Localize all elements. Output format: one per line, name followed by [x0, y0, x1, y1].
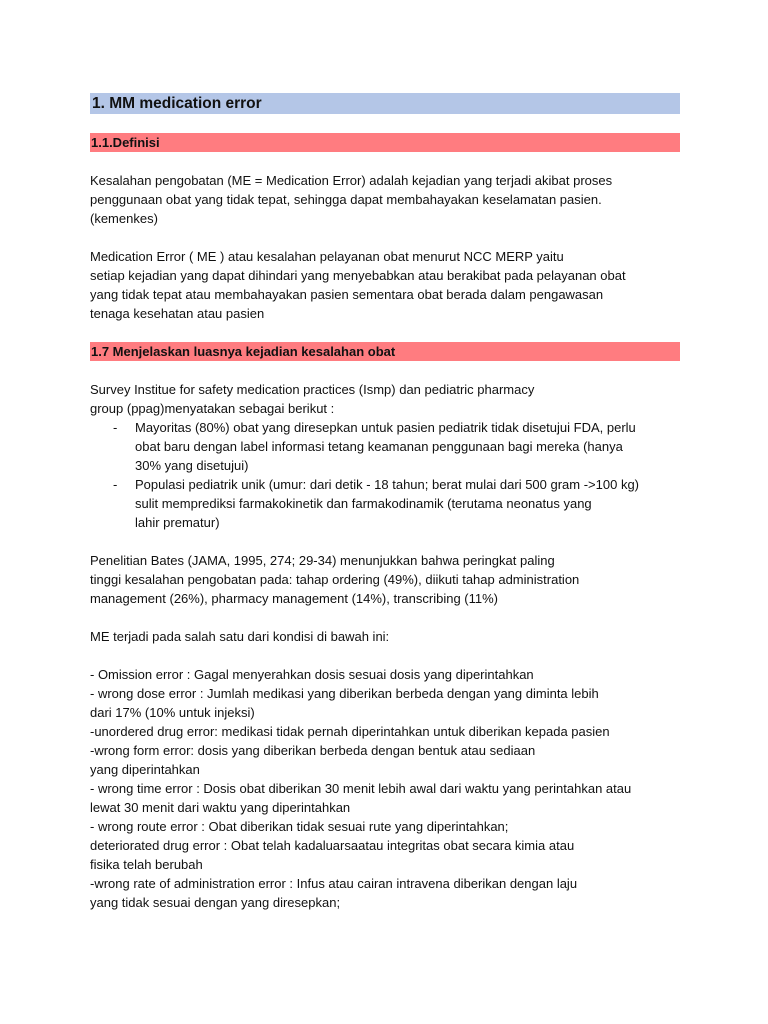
text-line: Populasi pediatrik unik (umur: dari detik - 18 tahun; berat mulai dari 500 gram ->100 kg): [135, 477, 640, 492]
spacer: [90, 228, 680, 247]
text-line: - wrong dose error : Jumlah medikasi yang diberikan berbeda dengan yang diminta lebih: [90, 686, 599, 701]
text-line: penggunaan obat yang tidak tepat, sehingga dapat membahayakan keselamatan pasien.: [90, 192, 602, 207]
spacer: [90, 361, 680, 380]
text-line: dari 17% (10% untuk injeksi): [90, 705, 255, 720]
paragraph-definition-ncc-merp: [90, 247, 680, 323]
heading-luasnya-kejadian: 1.7 Menjelaskan luasnya kejadian kesalahan obat: [90, 342, 680, 361]
text-line: (kemenkes): [90, 211, 158, 226]
text-line: lahir prematur): [135, 515, 220, 530]
text-line: fisika telah berubah: [90, 857, 203, 872]
bullet-list: [90, 418, 680, 532]
text-line: Penelitian Bates (JAMA, 1995, 274; 29-34) menunjukkan bahwa peringkat paling: [90, 553, 555, 568]
heading-definisi: 1.1.Definisi: [90, 133, 680, 152]
list-item: [90, 475, 680, 532]
text-line: -wrong form error: dosis yang diberikan berbeda dengan bentuk atau sediaan: [90, 743, 536, 758]
text-line: tinggi kesalahan pengobatan pada: tahap ordering (49%), diikuti tahap administration: [90, 572, 580, 587]
paragraph-conditions-intro: [90, 627, 680, 646]
text-line: Mayoritas (80%) obat yang diresepkan untuk pasien pediatrik tidak disetujui FDA, perlu: [135, 420, 636, 435]
text-line: setiap kejadian yang dapat dihindari yang menyebabkan atau berakibat pada pelayanan obat: [90, 268, 626, 283]
list-item: [90, 418, 680, 475]
spacer: [90, 152, 680, 171]
spacer: [90, 646, 680, 665]
text-line: ME terjadi pada salah satu dari kondisi di bawah ini:: [90, 629, 390, 644]
text-line: Medication Error ( ME ) atau kesalahan pelayanan obat menurut NCC MERP yaitu: [90, 249, 564, 264]
text-line: management (26%), pharmacy management (14%), transcribing (11%): [90, 591, 498, 606]
text-line: deteriorated drug error : Obat telah kadaluarsaatau integritas obat secara kimia atau: [90, 838, 575, 853]
error-types-list: [90, 665, 680, 912]
heading-medication-error: 1. MM medication error: [90, 93, 680, 114]
text-line: -wrong rate of administration error : Infus atau cairan intravena diberikan dengan laju: [90, 876, 578, 891]
text-line: Kesalahan pengobatan (ME = Medication Error) adalah kejadian yang terjadi akibat proses: [90, 173, 613, 188]
text-line: yang tidak sesuai dengan yang diresepkan;: [90, 895, 341, 910]
text-line: tenaga kesehatan atau pasien: [90, 306, 265, 321]
paragraph-survey-intro: [90, 380, 680, 418]
paragraph-bates-study: [90, 551, 680, 608]
text-line: obat baru dengan label informasi tetang keamanan penggunaan bagi mereka (hanya: [135, 439, 623, 454]
text-line: yang diperintahkan: [90, 762, 200, 777]
text-line: - wrong route error : Obat diberikan tidak sesuai rute yang diperintahkan;: [90, 819, 509, 834]
text-line: group (ppag)menyatakan sebagai berikut :: [90, 401, 335, 416]
text-line: -unordered drug error: medikasi tidak pernah diperintahkan untuk diberikan kepada pasien: [90, 724, 610, 739]
bullet-dash: -: [113, 477, 118, 492]
text-line: - Omission error : Gagal menyerahkan dosis sesuai dosis yang diperintahkan: [90, 667, 534, 682]
text-line: 30% yang disetujui): [135, 458, 249, 473]
text-line: yang tidak tepat atau membahayakan pasien sementara obat berada dalam pengawasan: [90, 287, 604, 302]
spacer: [90, 323, 680, 342]
paragraph-definition-kemenkes: [90, 171, 680, 228]
text-line: lewat 30 menit dari waktu yang diperintahkan: [90, 800, 351, 815]
bullet-dash: -: [113, 420, 118, 435]
text-line: - wrong time error : Dosis obat diberikan 30 menit lebih awal dari waktu yang perintahkan atau: [90, 781, 632, 796]
spacer: [90, 608, 680, 627]
document-content: [90, 93, 680, 912]
spacer: [90, 532, 680, 551]
text-line: Survey Institue for safety medication practices (Ismp) dan pediatric pharmacy: [90, 382, 535, 397]
text-line: sulit memprediksi farmakokinetik dan farmakodinamik (terutama neonatus yang: [135, 496, 592, 511]
